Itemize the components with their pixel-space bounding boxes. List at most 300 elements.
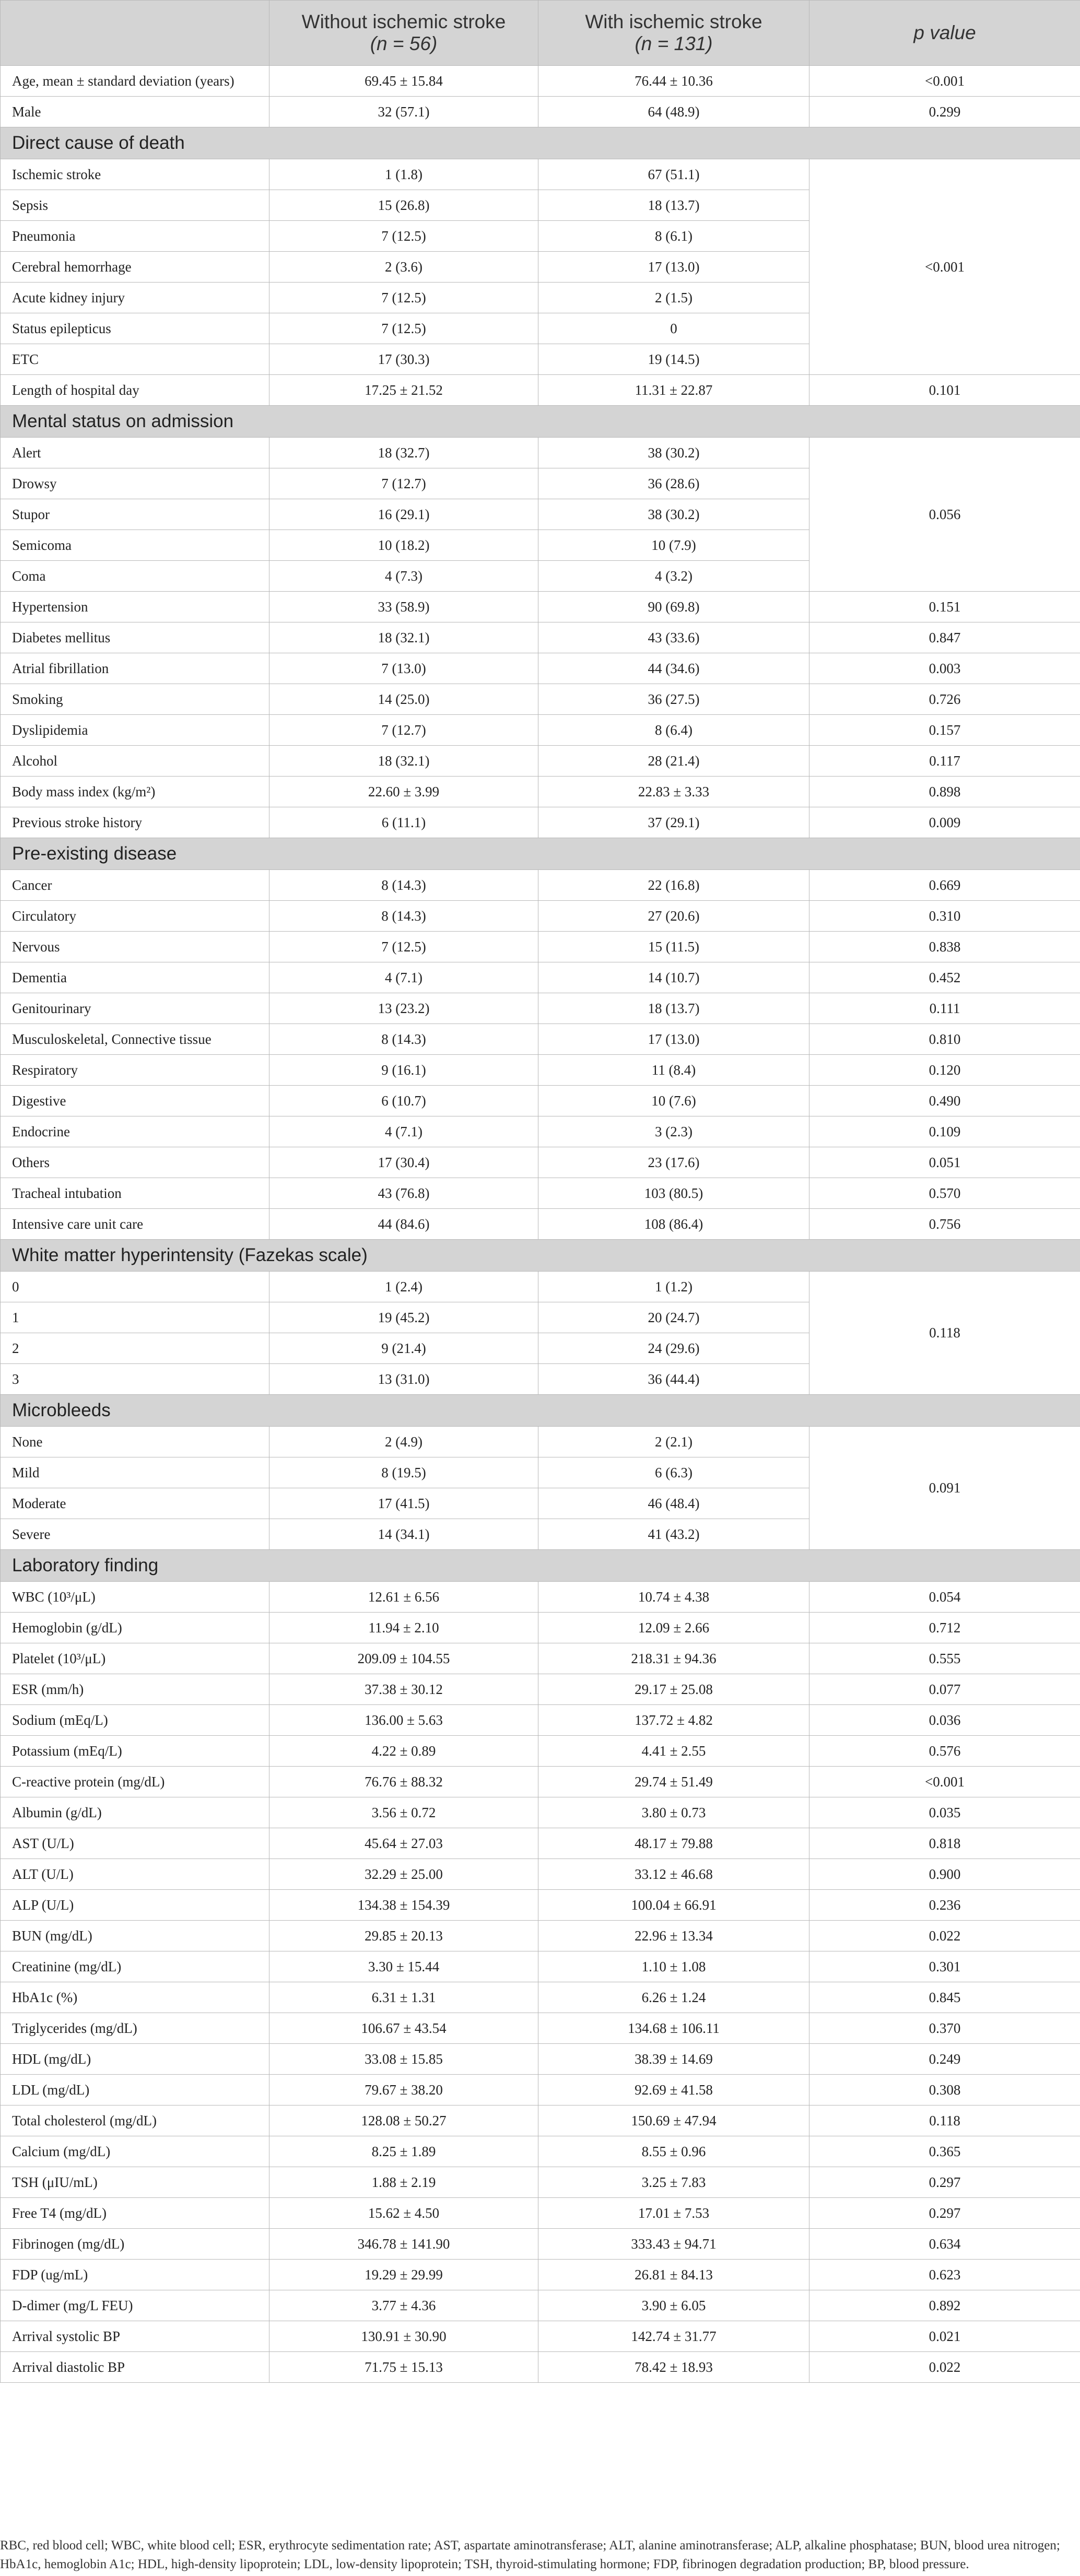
value-without-stroke: 9 (21.4)	[269, 1333, 538, 1364]
value-with-stroke: 10 (7.9)	[538, 530, 809, 561]
table-row	[1, 1147, 1080, 1178]
row-label: Acute kidney injury	[1, 283, 269, 313]
p-value: 0.035	[809, 1797, 1080, 1828]
row-label: Calcium (mg/dL)	[1, 2136, 269, 2167]
value-without-stroke: 71.75 ± 15.13	[269, 2352, 538, 2383]
table-row	[1, 622, 1080, 653]
p-value: 0.236	[809, 1890, 1080, 1921]
table-row	[1, 1736, 1080, 1767]
value-with-stroke: 3.25 ± 7.83	[538, 2167, 809, 2198]
value-with-stroke: 26.81 ± 84.13	[538, 2260, 809, 2290]
table-row	[1, 1582, 1080, 1613]
row-label: HbA1c (%)	[1, 1982, 269, 2013]
value-without-stroke: 45.64 ± 27.03	[269, 1828, 538, 1859]
table-row	[1, 438, 1080, 468]
table-row	[1, 2352, 1080, 2383]
row-label: Total cholesterol (mg/dL)	[1, 2106, 269, 2136]
p-value: 0.301	[809, 1951, 1080, 1982]
table-row	[1, 901, 1080, 932]
value-without-stroke: 1.88 ± 2.19	[269, 2167, 538, 2198]
value-without-stroke: 7 (12.5)	[269, 283, 538, 313]
value-without-stroke: 32 (57.1)	[269, 97, 538, 127]
row-label: Smoking	[1, 684, 269, 715]
table-row	[1, 777, 1080, 807]
row-label: Free T4 (mg/dL)	[1, 2198, 269, 2229]
row-label: Dementia	[1, 962, 269, 993]
header-p-value: p value	[809, 1, 1080, 66]
value-with-stroke: 18 (13.7)	[538, 993, 809, 1024]
value-without-stroke: 1 (1.8)	[269, 159, 538, 190]
header-with-stroke	[538, 1, 809, 66]
value-with-stroke: 12.09 ± 2.66	[538, 1613, 809, 1643]
value-without-stroke: 6 (10.7)	[269, 1086, 538, 1116]
value-with-stroke: 218.31 ± 94.36	[538, 1643, 809, 1674]
value-without-stroke: 10 (18.2)	[269, 530, 538, 561]
value-without-stroke: 8 (14.3)	[269, 901, 538, 932]
value-without-stroke: 18 (32.1)	[269, 622, 538, 653]
table-row	[1, 993, 1080, 1024]
row-label: Body mass index (kg/m²)	[1, 777, 269, 807]
value-without-stroke: 79.67 ± 38.20	[269, 2075, 538, 2106]
value-with-stroke: 4 (3.2)	[538, 561, 809, 592]
value-with-stroke: 100.04 ± 66.91	[538, 1890, 809, 1921]
row-label: 2	[1, 1333, 269, 1364]
value-with-stroke: 92.69 ± 41.58	[538, 2075, 809, 2106]
value-with-stroke: 6 (6.3)	[538, 1457, 809, 1488]
table-row	[1, 807, 1080, 838]
table-row	[1, 2290, 1080, 2321]
value-without-stroke: 14 (25.0)	[269, 684, 538, 715]
row-label: Triglycerides (mg/dL)	[1, 2013, 269, 2044]
p-value: 0.845	[809, 1982, 1080, 2013]
value-with-stroke: 22.83 ± 3.33	[538, 777, 809, 807]
row-label: Male	[1, 97, 269, 127]
row-label: Previous stroke history	[1, 807, 269, 838]
value-without-stroke: 18 (32.1)	[269, 746, 538, 777]
value-with-stroke: 37 (29.1)	[538, 807, 809, 838]
table-row	[1, 1116, 1080, 1147]
p-value: 0.756	[809, 1209, 1080, 1240]
p-value: 0.838	[809, 932, 1080, 962]
p-value: 0.118	[809, 1272, 1080, 1395]
table-row	[1, 1674, 1080, 1705]
value-without-stroke: 17 (30.3)	[269, 344, 538, 375]
value-without-stroke: 33.08 ± 15.85	[269, 2044, 538, 2075]
table-row	[1, 653, 1080, 684]
p-value: 0.056	[809, 438, 1080, 592]
row-label: FDP (ug/mL)	[1, 2260, 269, 2290]
table-row	[1, 375, 1080, 406]
row-label: Ischemic stroke	[1, 159, 269, 190]
p-value: 0.726	[809, 684, 1080, 715]
p-value: 0.634	[809, 2229, 1080, 2260]
value-without-stroke: 18 (32.7)	[269, 438, 538, 468]
row-label: 0	[1, 1272, 269, 1302]
p-value: <0.001	[809, 159, 1080, 375]
row-label: Mild	[1, 1457, 269, 1488]
table-row	[1, 1643, 1080, 1674]
p-value: 0.669	[809, 870, 1080, 901]
value-with-stroke: 19 (14.5)	[538, 344, 809, 375]
p-value: 0.810	[809, 1024, 1080, 1055]
table-row	[1, 2044, 1080, 2075]
value-with-stroke: 41 (43.2)	[538, 1519, 809, 1550]
table-row	[1, 962, 1080, 993]
p-value: 0.892	[809, 2290, 1080, 2321]
row-label: Dyslipidemia	[1, 715, 269, 746]
row-label: Tracheal intubation	[1, 1178, 269, 1209]
value-with-stroke: 3 (2.3)	[538, 1116, 809, 1147]
p-value: 0.101	[809, 375, 1080, 406]
value-with-stroke: 11 (8.4)	[538, 1055, 809, 1086]
row-label: Atrial fibrillation	[1, 653, 269, 684]
row-label: Digestive	[1, 1086, 269, 1116]
value-with-stroke: 14 (10.7)	[538, 962, 809, 993]
table-row	[1, 932, 1080, 962]
value-with-stroke: 333.43 ± 94.71	[538, 2229, 809, 2260]
row-label: Alcohol	[1, 746, 269, 777]
table-row	[1, 2106, 1080, 2136]
row-label: Creatinine (mg/dL)	[1, 1951, 269, 1982]
value-without-stroke: 33 (58.9)	[269, 592, 538, 622]
value-with-stroke: 38 (30.2)	[538, 438, 809, 468]
value-without-stroke: 15.62 ± 4.50	[269, 2198, 538, 2229]
value-without-stroke: 128.08 ± 50.27	[269, 2106, 538, 2136]
row-label: Hemoglobin (g/dL)	[1, 1613, 269, 1643]
table-row	[1, 1859, 1080, 1890]
value-without-stroke: 7 (12.5)	[269, 313, 538, 344]
value-with-stroke: 142.74 ± 31.77	[538, 2321, 809, 2352]
table-row	[1, 1086, 1080, 1116]
row-label: D-dimer (mg/L FEU)	[1, 2290, 269, 2321]
section-title: Microbleeds	[1, 1395, 1080, 1427]
row-label: Hypertension	[1, 592, 269, 622]
row-label: AST (U/L)	[1, 1828, 269, 1859]
row-label: Alert	[1, 438, 269, 468]
value-without-stroke: 7 (12.5)	[269, 221, 538, 252]
table-row	[1, 1767, 1080, 1797]
value-with-stroke: 103 (80.5)	[538, 1178, 809, 1209]
value-without-stroke: 134.38 ± 154.39	[269, 1890, 538, 1921]
value-with-stroke: 8 (6.4)	[538, 715, 809, 746]
value-with-stroke: 17 (13.0)	[538, 1024, 809, 1055]
value-with-stroke: 64 (48.9)	[538, 97, 809, 127]
value-without-stroke: 7 (12.7)	[269, 715, 538, 746]
value-without-stroke: 69.45 ± 15.84	[269, 66, 538, 97]
value-with-stroke: 4.41 ± 2.55	[538, 1736, 809, 1767]
row-label: Semicoma	[1, 530, 269, 561]
row-label: Status epilepticus	[1, 313, 269, 344]
p-value: 0.151	[809, 592, 1080, 622]
p-value: 0.297	[809, 2198, 1080, 2229]
row-label: Circulatory	[1, 901, 269, 932]
value-with-stroke: 10.74 ± 4.38	[538, 1582, 809, 1613]
row-label: Arrival systolic BP	[1, 2321, 269, 2352]
table-row	[1, 1705, 1080, 1736]
value-without-stroke: 8 (14.3)	[269, 1024, 538, 1055]
value-without-stroke: 3.77 ± 4.36	[269, 2290, 538, 2321]
row-label: Drowsy	[1, 468, 269, 499]
p-value: 0.452	[809, 962, 1080, 993]
value-without-stroke: 13 (31.0)	[269, 1364, 538, 1395]
row-label: Intensive care unit care	[1, 1209, 269, 1240]
p-value: 0.570	[809, 1178, 1080, 1209]
row-label: TSH (μIU/mL)	[1, 2167, 269, 2198]
value-without-stroke: 7 (13.0)	[269, 653, 538, 684]
value-with-stroke: 11.31 ± 22.87	[538, 375, 809, 406]
table-row	[1, 2229, 1080, 2260]
table-row	[1, 1828, 1080, 1859]
row-label: Length of hospital day	[1, 375, 269, 406]
value-with-stroke: 1 (1.2)	[538, 1272, 809, 1302]
value-without-stroke: 19 (45.2)	[269, 1302, 538, 1333]
value-with-stroke: 24 (29.6)	[538, 1333, 809, 1364]
value-without-stroke: 4 (7.1)	[269, 962, 538, 993]
table-row	[1, 1427, 1080, 1457]
value-with-stroke: 27 (20.6)	[538, 901, 809, 932]
table-row	[1, 715, 1080, 746]
table-row	[1, 684, 1080, 715]
value-without-stroke: 17 (30.4)	[269, 1147, 538, 1178]
value-with-stroke: 36 (27.5)	[538, 684, 809, 715]
value-without-stroke: 19.29 ± 29.99	[269, 2260, 538, 2290]
value-with-stroke: 23 (17.6)	[538, 1147, 809, 1178]
section-title: Direct cause of death	[1, 127, 1080, 159]
table-row	[1, 746, 1080, 777]
p-value: <0.001	[809, 66, 1080, 97]
header-without-stroke-title: Without ischemic stroke	[301, 11, 506, 32]
value-with-stroke: 8 (6.1)	[538, 221, 809, 252]
p-value: 0.054	[809, 1582, 1080, 1613]
header-without-stroke-n: (n = 56)	[370, 33, 438, 54]
value-without-stroke: 13 (23.2)	[269, 993, 538, 1024]
row-label: Endocrine	[1, 1116, 269, 1147]
table-footnote: RBC, red blood cell; WBC, white blood cell; ESR, erythrocyte sedimentation rate; AST, aspartate aminotransferase; ALT, alanine aminotransferase; ALP, alkaline phosphatase; BUN, blood urea nitrogen; HbA1c, hemoglobin A1c; HDL, high-density lipoprotein; LDL, low-density lipoprotein; TSH, thyroid-stimulating hormone; FDP, fibrinogen degradation production; BP, blood pressure.	[0, 2538, 1060, 2571]
value-with-stroke: 43 (33.6)	[538, 622, 809, 653]
section-header-row	[1, 1550, 1080, 1582]
value-without-stroke: 3.30 ± 15.44	[269, 1951, 538, 1982]
value-without-stroke: 43 (76.8)	[269, 1178, 538, 1209]
value-with-stroke: 108 (86.4)	[538, 1209, 809, 1240]
p-value: 0.036	[809, 1705, 1080, 1736]
p-value: 0.370	[809, 2013, 1080, 2044]
table-row	[1, 2167, 1080, 2198]
header-row	[1, 1, 1080, 66]
value-without-stroke: 16 (29.1)	[269, 499, 538, 530]
header-with-stroke-title: With ischemic stroke	[585, 11, 762, 32]
header-with-stroke-n: (n = 131)	[635, 33, 713, 54]
value-with-stroke: 6.26 ± 1.24	[538, 1982, 809, 2013]
value-without-stroke: 106.67 ± 43.54	[269, 2013, 538, 2044]
value-with-stroke: 2 (1.5)	[538, 283, 809, 313]
p-value: 0.299	[809, 97, 1080, 127]
table-row	[1, 97, 1080, 127]
p-value: 0.297	[809, 2167, 1080, 2198]
p-value: 0.117	[809, 746, 1080, 777]
row-label: Stupor	[1, 499, 269, 530]
table-row	[1, 1982, 1080, 2013]
section-header-row	[1, 406, 1080, 438]
section-header-row	[1, 1240, 1080, 1272]
value-with-stroke: 36 (28.6)	[538, 468, 809, 499]
row-label: ESR (mm/h)	[1, 1674, 269, 1705]
value-without-stroke: 12.61 ± 6.56	[269, 1582, 538, 1613]
value-without-stroke: 17 (41.5)	[269, 1488, 538, 1519]
value-with-stroke: 2 (2.1)	[538, 1427, 809, 1457]
p-value: 0.077	[809, 1674, 1080, 1705]
row-label: Fibrinogen (mg/dL)	[1, 2229, 269, 2260]
row-label: ETC	[1, 344, 269, 375]
row-label: Sodium (mEq/L)	[1, 1705, 269, 1736]
value-with-stroke: 76.44 ± 10.36	[538, 66, 809, 97]
value-without-stroke: 6 (11.1)	[269, 807, 538, 838]
row-label: Respiratory	[1, 1055, 269, 1086]
value-without-stroke: 130.91 ± 30.90	[269, 2321, 538, 2352]
section-header-row	[1, 1395, 1080, 1427]
p-value: 0.555	[809, 1643, 1080, 1674]
table-row	[1, 592, 1080, 622]
section-title: Mental status on admission	[1, 406, 1080, 438]
value-with-stroke: 36 (44.4)	[538, 1364, 809, 1395]
value-with-stroke: 44 (34.6)	[538, 653, 809, 684]
value-with-stroke: 48.17 ± 79.88	[538, 1828, 809, 1859]
value-with-stroke: 0	[538, 313, 809, 344]
table-row	[1, 1024, 1080, 1055]
p-value: 0.003	[809, 653, 1080, 684]
value-with-stroke: 150.69 ± 47.94	[538, 2106, 809, 2136]
section-header-row	[1, 127, 1080, 159]
value-without-stroke: 2 (3.6)	[269, 252, 538, 283]
value-with-stroke: 18 (13.7)	[538, 190, 809, 221]
p-value: 0.365	[809, 2136, 1080, 2167]
table-row	[1, 1272, 1080, 1302]
table-row	[1, 66, 1080, 97]
value-with-stroke: 1.10 ± 1.08	[538, 1951, 809, 1982]
p-value: 0.118	[809, 2106, 1080, 2136]
row-label: Platelet (10³/μL)	[1, 1643, 269, 1674]
row-label: Cancer	[1, 870, 269, 901]
value-with-stroke: 22.96 ± 13.34	[538, 1921, 809, 1951]
value-without-stroke: 8.25 ± 1.89	[269, 2136, 538, 2167]
table-row	[1, 2260, 1080, 2290]
row-label: ALP (U/L)	[1, 1890, 269, 1921]
value-with-stroke: 17 (13.0)	[538, 252, 809, 283]
value-without-stroke: 8 (14.3)	[269, 870, 538, 901]
table-row	[1, 1951, 1080, 1982]
value-with-stroke: 78.42 ± 18.93	[538, 2352, 809, 2383]
p-value: 0.308	[809, 2075, 1080, 2106]
table-row	[1, 2198, 1080, 2229]
value-without-stroke: 6.31 ± 1.31	[269, 1982, 538, 2013]
p-value: 0.022	[809, 1921, 1080, 1951]
p-value: 0.490	[809, 1086, 1080, 1116]
p-value: 0.111	[809, 993, 1080, 1024]
value-with-stroke: 67 (51.1)	[538, 159, 809, 190]
value-with-stroke: 38.39 ± 14.69	[538, 2044, 809, 2075]
section-title: Laboratory finding	[1, 1550, 1080, 1582]
value-with-stroke: 15 (11.5)	[538, 932, 809, 962]
table-row	[1, 2075, 1080, 2106]
value-without-stroke: 8 (19.5)	[269, 1457, 538, 1488]
row-label: Genitourinary	[1, 993, 269, 1024]
row-label: BUN (mg/dL)	[1, 1921, 269, 1951]
value-with-stroke: 28 (21.4)	[538, 746, 809, 777]
row-label: LDL (mg/dL)	[1, 2075, 269, 2106]
p-value: 0.109	[809, 1116, 1080, 1147]
value-with-stroke: 8.55 ± 0.96	[538, 2136, 809, 2167]
table-row	[1, 1055, 1080, 1086]
section-title: White matter hyperintensity (Fazekas scale)	[1, 1240, 1080, 1272]
section-title: Pre-existing disease	[1, 838, 1080, 870]
value-without-stroke: 17.25 ± 21.52	[269, 375, 538, 406]
p-value: 0.120	[809, 1055, 1080, 1086]
value-with-stroke: 46 (48.4)	[538, 1488, 809, 1519]
p-value: 0.623	[809, 2260, 1080, 2290]
p-value: 0.157	[809, 715, 1080, 746]
value-without-stroke: 9 (16.1)	[269, 1055, 538, 1086]
value-with-stroke: 33.12 ± 46.68	[538, 1859, 809, 1890]
header-variable	[1, 1, 269, 66]
p-value: 0.712	[809, 1613, 1080, 1643]
p-value: 0.900	[809, 1859, 1080, 1890]
value-with-stroke: 38 (30.2)	[538, 499, 809, 530]
header-without-stroke	[269, 1, 538, 66]
value-with-stroke: 29.17 ± 25.08	[538, 1674, 809, 1705]
table-row	[1, 1613, 1080, 1643]
value-without-stroke: 14 (34.1)	[269, 1519, 538, 1550]
row-label: None	[1, 1427, 269, 1457]
section-header-row	[1, 838, 1080, 870]
row-label: Pneumonia	[1, 221, 269, 252]
row-label: Coma	[1, 561, 269, 592]
p-value: 0.091	[809, 1427, 1080, 1550]
row-label: WBC (10³/μL)	[1, 1582, 269, 1613]
row-label: 3	[1, 1364, 269, 1395]
p-value: 0.898	[809, 777, 1080, 807]
value-with-stroke: 90 (69.8)	[538, 592, 809, 622]
p-value: 0.576	[809, 1736, 1080, 1767]
value-with-stroke: 17.01 ± 7.53	[538, 2198, 809, 2229]
row-label: Diabetes mellitus	[1, 622, 269, 653]
p-value: 0.818	[809, 1828, 1080, 1859]
table-header	[1, 1, 1080, 66]
p-value: <0.001	[809, 1767, 1080, 1797]
table-row	[1, 1178, 1080, 1209]
value-with-stroke: 10 (7.6)	[538, 1086, 809, 1116]
value-without-stroke: 4 (7.3)	[269, 561, 538, 592]
table-row	[1, 2321, 1080, 2352]
table-row	[1, 870, 1080, 901]
value-without-stroke: 32.29 ± 25.00	[269, 1859, 538, 1890]
table-row	[1, 2013, 1080, 2044]
value-without-stroke: 209.09 ± 104.55	[269, 1643, 538, 1674]
value-without-stroke: 346.78 ± 141.90	[269, 2229, 538, 2260]
value-without-stroke: 15 (26.8)	[269, 190, 538, 221]
row-label: Severe	[1, 1519, 269, 1550]
row-label: ALT (U/L)	[1, 1859, 269, 1890]
value-with-stroke: 134.68 ± 106.11	[538, 2013, 809, 2044]
value-with-stroke: 22 (16.8)	[538, 870, 809, 901]
row-label: Cerebral hemorrhage	[1, 252, 269, 283]
row-label: Albumin (g/dL)	[1, 1797, 269, 1828]
value-without-stroke: 76.76 ± 88.32	[269, 1767, 538, 1797]
value-without-stroke: 7 (12.5)	[269, 932, 538, 962]
table-row	[1, 159, 1080, 190]
value-without-stroke: 136.00 ± 5.63	[269, 1705, 538, 1736]
value-without-stroke: 4.22 ± 0.89	[269, 1736, 538, 1767]
row-label: Musculoskeletal, Connective tissue	[1, 1024, 269, 1055]
p-value: 0.847	[809, 622, 1080, 653]
